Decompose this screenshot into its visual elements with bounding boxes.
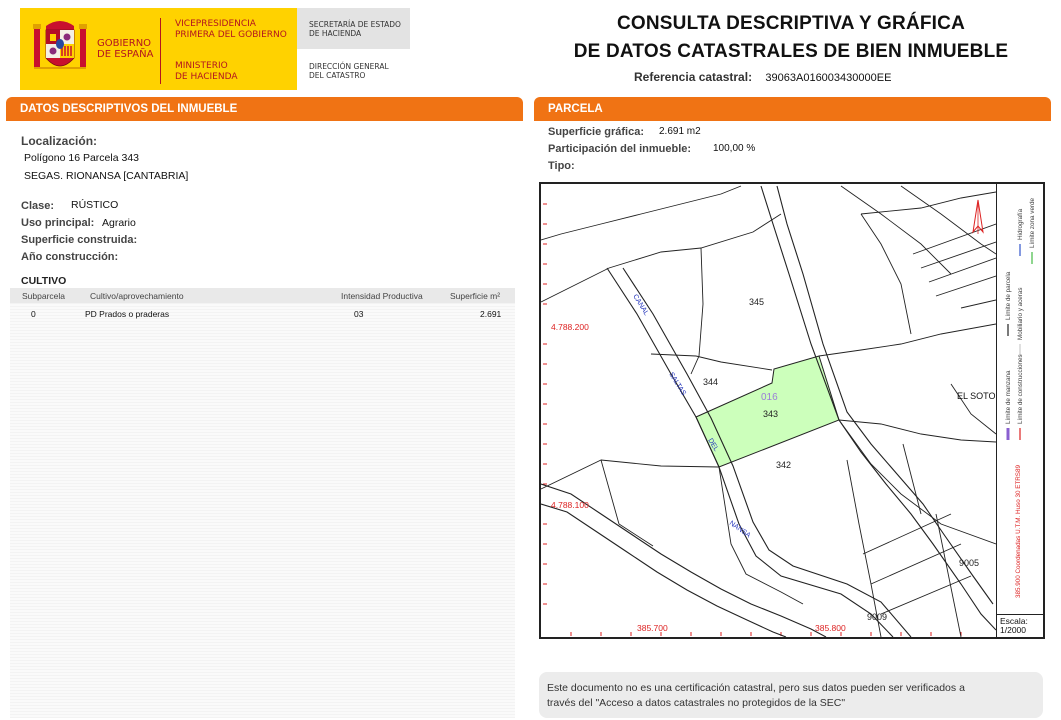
gov-label [97,38,153,60]
ministry-line1: MINISTERIO [175,61,228,71]
map-scale [996,614,1043,637]
class-label: Clase: [21,200,55,212]
use-value: Agrario [102,217,136,229]
institution-logo [20,8,410,90]
polygon-label-016: 016 [761,392,778,403]
cell-crop: PD Prados o praderas [85,309,170,319]
coat-of-arms-icon [30,16,90,82]
directorate-line1: DIRECCIÓN GENERAL [309,62,389,71]
page-title [560,10,1022,66]
scale-label: Escala: [1000,616,1028,626]
graphic-surface-label: Superficie gráfica: [548,126,644,138]
secretariat-line1: SECRETARÍA DE ESTADO [309,20,401,29]
road-label-canal: CANAL [631,293,650,317]
legend-green-zone: Límite zona verde [1029,197,1036,248]
place-label: EL SOTO [957,391,996,401]
ministry-line2: DE HACIENDA [175,71,238,82]
col-surface: Superficie m² [450,291,501,301]
cell-subparcel: 0 [31,309,36,319]
reference-value: 39063A016003430000EE [765,72,892,84]
parcel-label-343: 343 [763,409,779,419]
legend-parcel-limit: Límite de parcela [1005,271,1012,320]
location-line2: SEGAS. RIONANSA [CANTABRIA] [24,170,189,182]
graphic-surface-value: 2.691 m2 [659,126,701,137]
cell-surface: 2.691 [480,309,502,319]
participation-label: Participación del inmueble: [548,143,692,155]
road-label-nansa: NANSA [727,519,752,540]
type-label: Tipo: [548,160,575,172]
descriptive-section-header: DATOS DESCRIPTIVOS DEL INMUEBLE [6,97,523,121]
secretariat-line2: DE HACIENDA [309,29,362,38]
coord-y1: 4.788.200 [551,322,589,332]
legend-hydrography: Hidrografía [1017,208,1024,240]
parcel-label-344: 344 [703,377,719,387]
gov-line1: GOBIERNO [97,38,152,49]
built-surface-label: Superficie construida: [21,234,138,246]
participation-value: 100,00 % [713,143,756,154]
parcel-section-header: PARCELA [534,97,1051,121]
parcel-label-9009: 9009 [867,612,888,622]
parcel-label-9005: 9005 [959,558,980,568]
directorate-line2: DEL CATASTRO [309,71,366,80]
gov-line2: DE ESPAÑA [97,49,154,60]
title-line1: CONSULTA DESCRIPTIVA Y GRÁFICA [616,13,966,34]
logo-divider [160,18,161,84]
vice-label [175,19,287,40]
col-subparcel: Subparcela [22,291,66,301]
title-line2: DE DATOS CATASTRALES DE BIEN INMUEBLE [573,41,1009,62]
legend-construction-limit: Límite de construcciones [1017,354,1024,424]
crop-table [10,288,515,718]
crs-label: 385.900 Coordenadas U.T.M. Huso 30 ETRS89 [1015,464,1022,598]
col-crop: Cultivo/aprovechamiento [90,291,184,301]
location-label: Localización: [21,134,98,148]
col-intensity: Intensidad Productiva [341,291,423,301]
vice-line2: PRIMERA DEL GOBIERNO [175,29,287,40]
vice-line1: VICEPRESIDENCIA [175,19,256,29]
disclaimer-line2: través del "Acceso a datos catastrales no protegidos de la SEC" [547,696,846,709]
class-value: RÚSTICO [71,199,119,211]
legend-canvas [997,184,1043,614]
ministry-label [175,61,238,82]
road-label-saltas: SALTAS [667,371,687,397]
directorate-label [309,62,389,80]
construction-year-label: Año construcción: [21,251,119,263]
reference-row [634,70,891,84]
coord-x2: 385.800 [815,623,846,633]
secretariat-label [309,20,401,38]
legend-block-limit: Límite de manzana [1005,370,1012,424]
reference-label: Referencia catastral: [634,70,753,84]
parcel-label-342: 342 [776,460,792,470]
location-line1: Polígono 16 Parcela 343 [24,152,140,164]
parcel-label-345: 345 [749,297,765,307]
use-label: Uso principal: [21,217,95,229]
map-legend [996,184,1043,614]
disclaimer-line1: Este documento no es una certificación catastral, pero sus datos pueden ser verificados a [547,682,965,694]
map-canvas [541,184,996,637]
coord-x1: 385.700 [637,623,668,633]
crop-table-header [10,288,515,303]
coord-y2: 4.788.100 [551,500,589,510]
crop-section-title: CULTIVO [21,275,67,287]
disclaimer-note [539,672,1043,718]
cadastral-map [539,182,1045,639]
road-label-del: DEL [706,437,720,453]
legend-furniture-sidewalks: Mobiliario y aceras [1017,287,1024,340]
scale-value: 1/2000 [1000,625,1026,635]
cell-intensity: 03 [354,309,364,319]
